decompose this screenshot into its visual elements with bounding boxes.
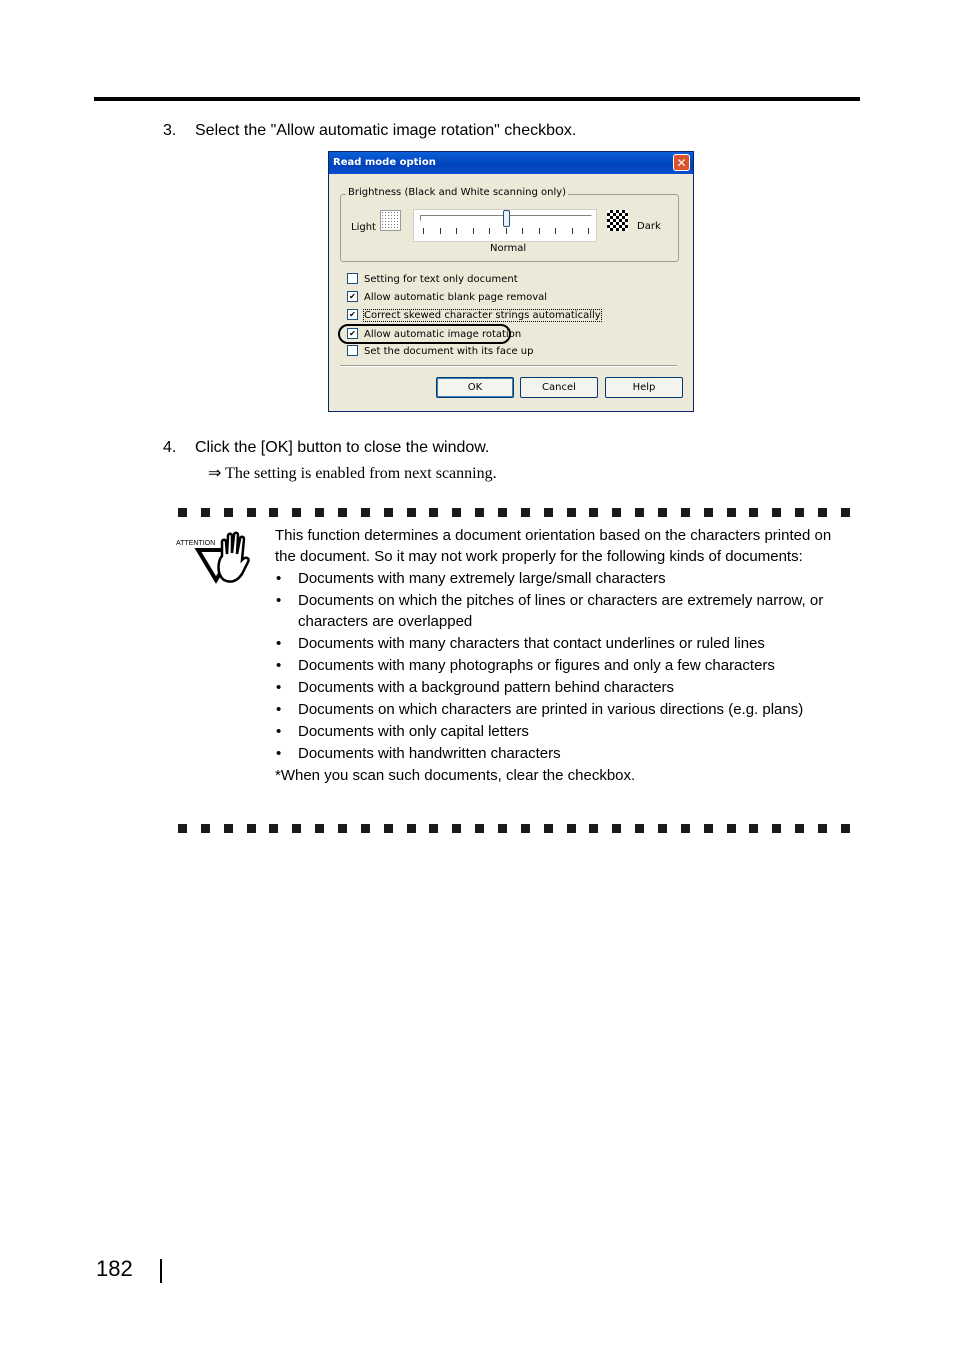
list-item: • Documents with many photographs or figures and only a few characters bbox=[276, 657, 775, 674]
dash-square bbox=[795, 824, 804, 833]
dash-square bbox=[589, 824, 598, 833]
list-item: • Documents with many extremely large/small characters bbox=[276, 570, 666, 587]
page-number-bar bbox=[160, 1259, 162, 1283]
checkbox-label: Correct skewed character strings automatically bbox=[364, 310, 601, 321]
checkbox-text-only[interactable] bbox=[347, 273, 518, 286]
list-item: • Documents on which characters are printed in various directions (e.g. plans) bbox=[276, 701, 804, 718]
dash-square bbox=[658, 824, 667, 833]
dash-square bbox=[269, 824, 278, 833]
slider-tick bbox=[473, 228, 474, 234]
dash-square bbox=[201, 824, 210, 833]
result-text: ⇒ The setting is enabled from next scanning. bbox=[208, 465, 497, 482]
step-text: Select the "Allow automatic image rotation" checkbox. bbox=[195, 122, 577, 139]
dash-square bbox=[567, 508, 576, 517]
list-item-text: Documents with a background pattern behind characters bbox=[298, 679, 675, 696]
normal-label: Normal bbox=[490, 243, 527, 254]
checkbox-blank-page-removal[interactable] bbox=[347, 291, 547, 304]
light-label: Light bbox=[351, 222, 376, 233]
checkbox-box[interactable] bbox=[347, 345, 358, 356]
dash-square bbox=[475, 824, 484, 833]
dash-square bbox=[247, 508, 256, 517]
dash-square bbox=[407, 824, 416, 833]
hand-icon bbox=[176, 530, 258, 586]
brightness-slider[interactable] bbox=[413, 209, 597, 242]
dash-square bbox=[269, 508, 278, 517]
list-item-text: Documents with many photographs or figures and only a few characters bbox=[298, 657, 775, 674]
cancel-button[interactable]: Cancel bbox=[520, 377, 598, 398]
ok-button[interactable]: OK bbox=[436, 377, 514, 398]
step-4 bbox=[163, 438, 489, 458]
list-item-text: Documents with many extremely large/small characters bbox=[298, 570, 666, 587]
dash-square bbox=[818, 508, 827, 517]
checkbox-label: Allow automatic image rotation bbox=[364, 329, 522, 340]
dash-square bbox=[407, 508, 416, 517]
dash-square bbox=[475, 508, 484, 517]
dash-square bbox=[361, 508, 370, 517]
dash-square bbox=[772, 824, 781, 833]
dash-square bbox=[521, 824, 530, 833]
dash-square bbox=[704, 508, 713, 517]
dialog-title: Read mode option bbox=[333, 157, 436, 168]
list-item-text: Documents with only capital letters bbox=[298, 723, 529, 740]
dash-square bbox=[178, 508, 187, 517]
checkbox-box[interactable] bbox=[347, 273, 358, 284]
list-item-text: Documents with many characters that contact underlines or ruled lines bbox=[298, 635, 765, 652]
checkbox-label: Setting for text only document bbox=[364, 274, 518, 285]
attention-icon bbox=[176, 530, 258, 586]
step-number: 4. bbox=[163, 439, 177, 456]
list-item: • Documents on which the pitches of lines or characters are extremely narrow, or characters are overlapped bbox=[276, 592, 824, 630]
dash-square bbox=[749, 824, 758, 833]
list-item-text: Documents on which characters are printed in various directions (e.g. plans) bbox=[298, 701, 804, 718]
dash-square bbox=[498, 824, 507, 833]
list-item: • Documents with many characters that contact underlines or ruled lines bbox=[276, 635, 765, 652]
dash-square bbox=[498, 508, 507, 517]
header-rule bbox=[94, 97, 860, 101]
dialog-titlebar bbox=[329, 152, 693, 174]
attention-intro: This function determines a document orientation based on the characters printed on the document. So it may not work properly for the following kinds of documents: bbox=[275, 527, 832, 565]
dashed-rule-top bbox=[178, 508, 850, 517]
dash-square bbox=[795, 508, 804, 517]
light-pattern-icon bbox=[380, 210, 401, 231]
dash-square bbox=[612, 508, 621, 517]
dash-square bbox=[521, 508, 530, 517]
checkbox-correct-skew[interactable] bbox=[347, 309, 601, 322]
checkbox-box[interactable]: ✔ bbox=[347, 291, 358, 302]
step-3 bbox=[163, 121, 576, 141]
dialog-divider bbox=[340, 365, 677, 367]
dash-square bbox=[292, 824, 301, 833]
checkbox-box[interactable]: ✔ bbox=[347, 328, 358, 339]
dash-square bbox=[429, 508, 438, 517]
dash-square bbox=[681, 508, 690, 517]
slider-ticks bbox=[423, 228, 589, 236]
dash-square bbox=[544, 508, 553, 517]
dash-square bbox=[247, 824, 256, 833]
dash-square bbox=[338, 508, 347, 517]
slider-tick bbox=[539, 228, 540, 234]
dash-square bbox=[589, 508, 598, 517]
dash-square bbox=[452, 508, 461, 517]
dash-square bbox=[567, 824, 576, 833]
help-button[interactable]: Help bbox=[605, 377, 683, 398]
slider-tick bbox=[572, 228, 573, 234]
dark-label: Dark bbox=[637, 221, 661, 232]
dash-square bbox=[224, 824, 233, 833]
dash-square bbox=[384, 824, 393, 833]
list-item: • Documents with only capital letters bbox=[276, 723, 529, 740]
dashed-rule-bottom bbox=[178, 824, 850, 833]
dash-square bbox=[635, 824, 644, 833]
step-text: Click the [OK] button to close the window. bbox=[195, 439, 490, 456]
slider-tick bbox=[489, 228, 490, 234]
dash-square bbox=[749, 508, 758, 517]
slider-tick bbox=[555, 228, 556, 234]
attention-label: ATTENTION bbox=[176, 540, 216, 547]
checkbox-face-up[interactable] bbox=[347, 345, 533, 358]
dash-square bbox=[178, 824, 187, 833]
dash-square bbox=[338, 824, 347, 833]
list-item: • Documents with handwritten characters bbox=[276, 745, 561, 762]
checkbox-label: Allow automatic blank page removal bbox=[364, 292, 548, 303]
dash-square bbox=[384, 508, 393, 517]
page-number: 182 bbox=[96, 1256, 133, 1281]
dash-square bbox=[727, 508, 736, 517]
close-icon[interactable]: ✕ bbox=[673, 154, 690, 171]
dash-square bbox=[315, 824, 324, 833]
dash-square bbox=[681, 824, 690, 833]
dash-square bbox=[727, 824, 736, 833]
slider-tick bbox=[456, 228, 457, 234]
dash-square bbox=[544, 824, 553, 833]
dash-square bbox=[658, 508, 667, 517]
slider-tick bbox=[423, 228, 424, 234]
dash-square bbox=[841, 824, 850, 833]
read-mode-option-dialog bbox=[328, 151, 694, 412]
checkbox-label: Set the document with its face up bbox=[364, 346, 534, 357]
slider-thumb[interactable] bbox=[503, 210, 510, 227]
checkbox-box[interactable]: ✔ bbox=[347, 309, 358, 320]
list-item-text: Documents with handwritten characters bbox=[298, 745, 561, 762]
dash-square bbox=[772, 508, 781, 517]
dash-square bbox=[612, 824, 621, 833]
dark-pattern-icon bbox=[607, 210, 628, 231]
slider-tick bbox=[506, 228, 507, 234]
dash-square bbox=[841, 508, 850, 517]
slider-tick bbox=[522, 228, 523, 234]
dash-square bbox=[292, 508, 301, 517]
dash-square bbox=[224, 508, 233, 517]
dash-square bbox=[429, 824, 438, 833]
list-item: • Documents with a background pattern behind characters bbox=[276, 679, 675, 696]
attention-list bbox=[275, 568, 850, 764]
dash-square bbox=[635, 508, 644, 517]
brightness-group-title: Brightness (Black and White scanning only) bbox=[348, 187, 567, 198]
attention-text bbox=[275, 525, 850, 786]
step-number: 3. bbox=[163, 122, 177, 139]
highlight-ring bbox=[338, 324, 511, 344]
dash-square bbox=[704, 824, 713, 833]
list-item-text: Documents on which the pitches of lines or characters are extremely narrow, or characters are overlapped bbox=[298, 592, 824, 630]
slider-tick bbox=[588, 228, 589, 234]
dash-square bbox=[201, 508, 210, 517]
brightness-group bbox=[340, 187, 679, 262]
dash-square bbox=[452, 824, 461, 833]
attention-note: *When you scan such documents, clear the checkbox. bbox=[275, 767, 636, 784]
dash-square bbox=[315, 508, 324, 517]
slider-tick bbox=[440, 228, 441, 234]
dash-square bbox=[361, 824, 370, 833]
dash-square bbox=[818, 824, 827, 833]
